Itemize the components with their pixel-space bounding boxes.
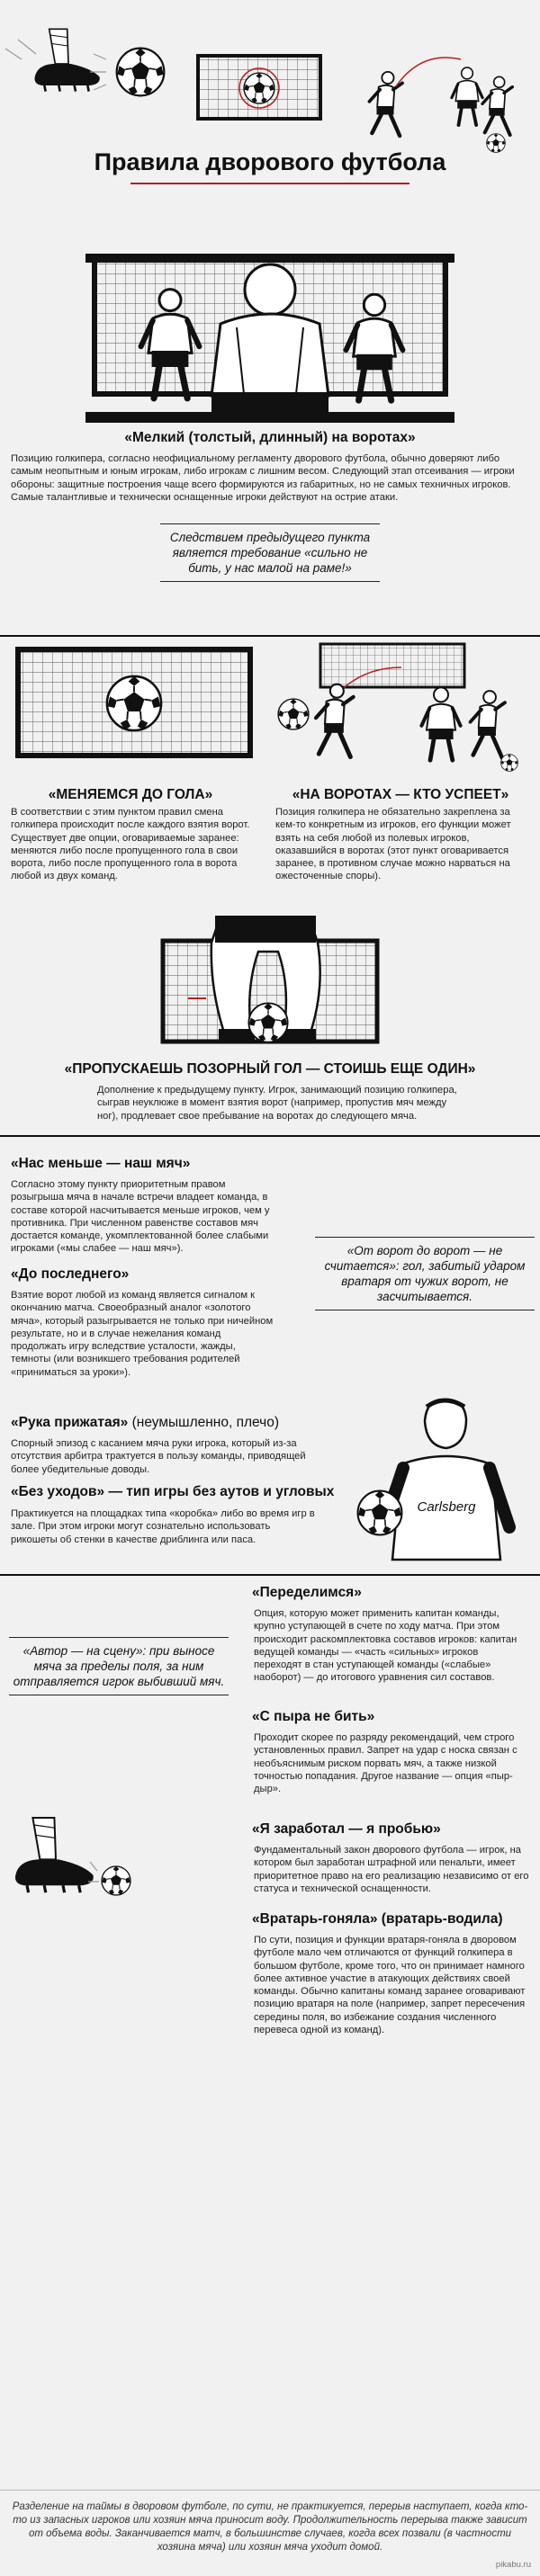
author-quote-box xyxy=(9,1637,229,1695)
cleat-icon xyxy=(35,29,100,91)
player-icon xyxy=(471,691,505,757)
shameful-goal-illustration xyxy=(158,916,382,1051)
player-icon xyxy=(452,67,482,125)
soccer-ball-icon xyxy=(117,49,165,96)
earned-heading: «Я заработал — я пробью» xyxy=(252,1821,441,1837)
post-quote-box xyxy=(315,1237,535,1310)
soccer-ball-icon xyxy=(248,1003,287,1042)
no-outs-body: Практикуется на площадках типа «коробка» либо во время игр в зале. При этом игроки могут сознательно использовать рикошеты об стенки в качестве дриблинга или паса. xyxy=(11,1508,315,1545)
no-strong-heading: «С пыра не бить» xyxy=(252,1709,375,1724)
soccer-ball-icon xyxy=(107,676,161,730)
soccer-ball-icon xyxy=(358,1491,402,1535)
hand-illustration xyxy=(356,1392,533,1561)
fewer-body: Согласно этому пункту приоритетным правом розыгрыша мяча в начале встречи владеет команда, в составе которой насчитывается меньше игроков, чем у противника. При численном равенстве составов мяч достается команде, укомплектованной более слабыми игроками («мы слабее — наш мяч»). xyxy=(11,1179,270,1255)
title-underline xyxy=(130,183,410,184)
no-outs-heading-main: «Без уходов» xyxy=(11,1484,105,1499)
soccer-ball-icon xyxy=(278,699,309,729)
no-strong-illustration xyxy=(13,1808,148,1903)
footer-divider xyxy=(0,2490,540,2491)
author-quote: «Автор — на сцену»: при выносе мяча за пределы поля, за ним отправляется игрок выбивший мяч. xyxy=(13,1644,225,1688)
section-divider xyxy=(0,1574,540,1576)
intro-quote: Следствием предыдущего пункта является требование «сильно не бить, у нас малой на раме!» xyxy=(169,531,371,575)
header-illustration xyxy=(0,0,540,171)
section-divider xyxy=(0,635,540,637)
hand-heading-main: «Рука прижатая» xyxy=(11,1415,129,1430)
last-body: Взятие ворот любой из команд является сигналом к окончанию матча. Своеобразный аналог «золотого мяча», который разыгрывается не только при ничейном результате, но и в случае нежелания команд продолжать игру вследствие усталости, жажды, темноты (или возникшего требования родителей «приниматься за уроки»). xyxy=(11,1290,274,1378)
no-outs-heading-extra: — тип игры без аутов и угловых xyxy=(104,1484,335,1499)
player-icon xyxy=(316,684,354,757)
player-icon xyxy=(369,72,402,136)
split-body: Опция, которую может применить капитан команды, крупно уступающей в счете по ходу матча. При этом происходит раскомплектовка составов игроков: капитан ведущей команды — «часть «сильных» игроков переходят в стан уступающей команды («слабые» наоборот) — до итогового уравнения сил составов. xyxy=(254,1608,518,1684)
no-strong-body: Проходит скорее по разряду рекомендаций, чем строго установленных правил. Запрет на удар с носка связан с необъяснимым риском порвать мяч, а также низкой точностью попадания. Другое название — опция «пыр-дыр». xyxy=(254,1732,518,1795)
who-first-illustration xyxy=(266,640,531,774)
svg-text:Carlsberg: Carlsberg xyxy=(417,1499,476,1515)
no-outs-heading xyxy=(11,1484,389,1500)
keeper-heading-main: «Вратарь-гоняла» xyxy=(252,1911,378,1927)
earned-body: Фундаментальный закон дворового футбола — игрок, на котором был заработан штрафной или пенальти, имеет приоритетное право на его реализацию независимо от его статуса и технической оснащенности. xyxy=(254,1845,529,1894)
shameful-goal-heading: «ПРОПУСКАЕШЬ ПОЗОРНЫЙ ГОЛ — СТОИШЬ ЕЩЕ ОДИН» xyxy=(64,1061,476,1077)
last-heading: «До последнего» xyxy=(11,1266,130,1282)
who-first-body: Позиция голкипера не обязательно закреплена за кем-то конкретным из игроков, его функции может взять на себя любой из полевых игроков, оказавшийся в воротах (этот пункт оговаривается заранее, в противном случае можно нарваться на ожесточенные споры). xyxy=(275,807,511,882)
goal-change-body: В соответствии с этим пунктом правил смена голкипера происходит после каждого взятия ворот. Существует две опции, оговариваемые заранее: меняются либо после пропущенного гола в свои ворота, либо после пропущенного гола в ворота любой из двух команд. xyxy=(11,807,250,882)
cleat-icon xyxy=(15,1818,94,1892)
player-icon xyxy=(421,687,460,760)
section-divider xyxy=(0,1135,540,1137)
keeper-heading-extra: (вратарь-водила) xyxy=(377,1911,503,1927)
goal-change-illustration xyxy=(13,642,256,761)
soccer-ball-icon xyxy=(102,1866,130,1895)
shameful-goal-body: Дополнение к предыдущему пункту. Игрок, занимающий позицию голкипера, сыграв неуклюже в момент взятия ворот (например, пропустив мяч между ног), продлевает свое пребывание на воротах до следующего мяча. xyxy=(97,1085,457,1122)
goal-change-heading: «МЕНЯЕМСЯ ДО ГОЛА» xyxy=(48,787,213,802)
soccer-ball-icon xyxy=(501,755,518,772)
keeper-body: По сути, позиция и функции вратаря-гоняла в дворовом футболе мало чем отличаются от функций голкипера в большом футболе, кроме того, что он принимает намного более активное участие в атакующих действиях своей команды. Обычно капитаны команд заранее оговаривают позицию вратаря на поле (например, запрет пересечения середины поля, во избежание создания численного перевеса одной из команд). xyxy=(254,1935,526,2036)
site-credit: pikabu.ru xyxy=(495,2560,531,2570)
keeper-heading xyxy=(252,1911,531,1928)
who-first-heading: «НА ВОРОТАХ — КТО УСПЕЕТ» xyxy=(292,787,509,802)
footer-text: Разделение на таймы в дворовом футболе, по сути, не практикуется, перерыв наступает, когда кто-то из запасных игроков или хозяин мяча приносит воду. Продолжительность перерыва также зависит от объема воды. Заканчивается матч, в большинстве случаев, когда всех позвали (в частности хозяина мяча) или хозяин мяча уходит домой. xyxy=(12,2501,528,2553)
hand-heading xyxy=(11,1415,389,1431)
page-title: Правила дворового футбола xyxy=(94,148,446,175)
intro-heading: «Мелкий (толстый, длинный) на воротах» xyxy=(124,430,416,445)
split-heading: «Переделимся» xyxy=(252,1585,362,1600)
hand-heading-extra: (неумышленно, плечо) xyxy=(128,1415,279,1430)
soccer-ball-icon xyxy=(244,73,274,103)
intro-body: Позицию голкипера, согласно неофициальному регламенту дворового футбола, обычно доверяют либо самым неопытным и юным игрокам, либо игрокам с лишним весом. Следующий этап отсеивания — игроки обороны: защитные построения чаще всего формируются из габаритных, но не самых техничных игроков. Самые талантливые и технически оснащенные игроки действуют на острие атаки. xyxy=(11,453,515,503)
hero-goal-illustration xyxy=(86,234,454,423)
hand-body: Спорный эпизод с касанием мяча руки игрока, который из-за отсутствия арбитра трактуется в пользу команды, приводящей более убедительные доводы. xyxy=(11,1438,306,1475)
player-icon xyxy=(482,76,512,135)
fewer-heading: «Нас меньше — наш мяч» xyxy=(11,1156,191,1171)
post-quote: «От ворот до ворот — не считается»: гол, забитый ударом вратаря от чужих ворот, не засчитывается. xyxy=(324,1244,526,1303)
intro-quote-box xyxy=(160,523,380,582)
